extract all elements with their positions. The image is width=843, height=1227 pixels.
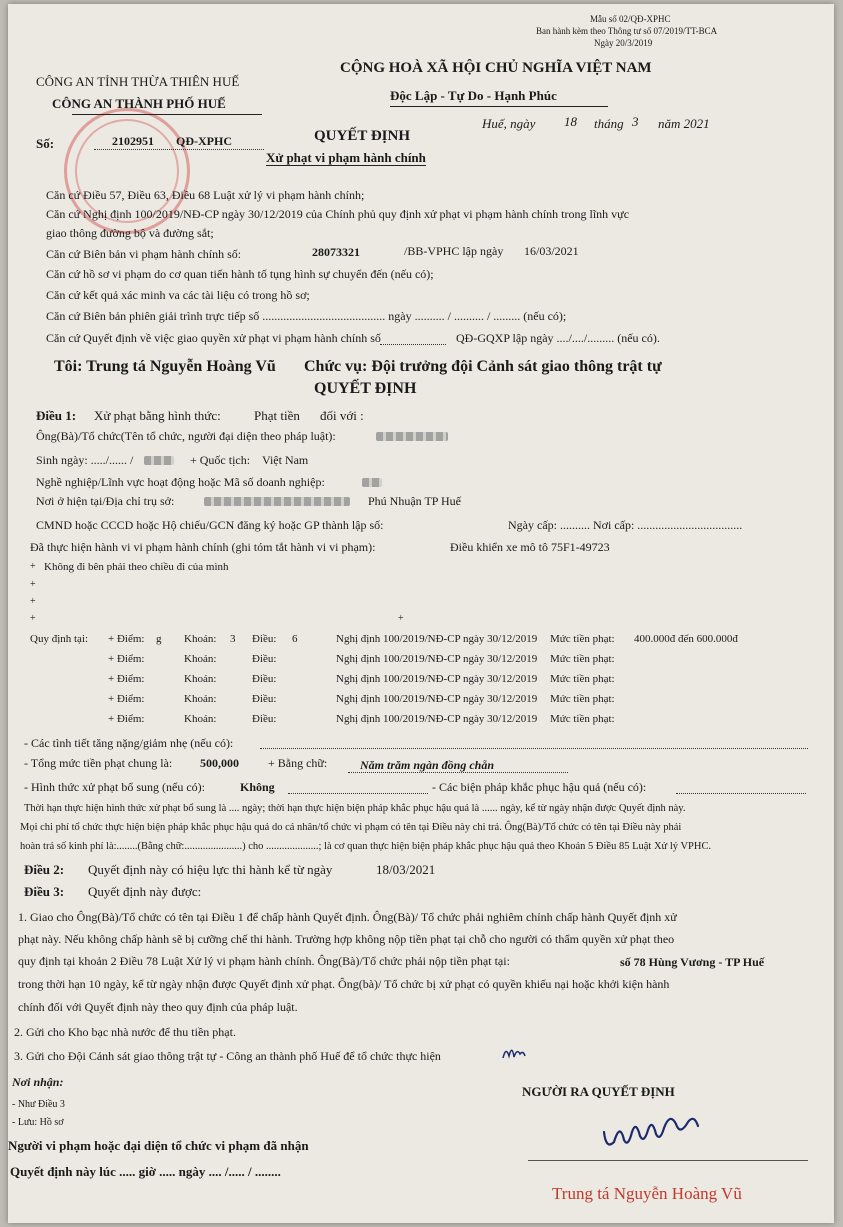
so-number: 2102951 [112, 134, 154, 148]
preamble-5: Căn cứ hồ sơ vi phạm do cơ quan tiến hành tố tụng hình sự chuyển đến (nếu có); [46, 267, 434, 281]
dieu2-text: Quyết định này có hiệu lực thi hành kể từ ngày [88, 862, 333, 877]
dieu3-p4: trong thời hạn 10 ngày, kể từ ngày nhận được Quyết định xử phạt. Ông(bà)/ Tổ chức bị xử phạt có quyền khiếu nại hoặc khởi kiện hành [18, 977, 670, 991]
regulation-khoan-row-5: Khoản: [184, 713, 217, 725]
so-dots [94, 149, 264, 150]
regulation-khoan-row-3: Khoản: [184, 673, 217, 685]
dieu1-phat: Phạt tiền [254, 408, 300, 423]
regulation-nd-row-4: Nghị định 100/2019/NĐ-CP ngày 30/12/2019 [336, 693, 538, 705]
date-day: 18 [564, 114, 577, 129]
recipient-2: - Lưu: Hồ sơ [12, 1117, 64, 1128]
recipients-label: Nơi nhận: [12, 1075, 64, 1089]
dieu3-p7: 3. Gửi cho Đội Cảnh sát giao thông trật tự - Công an thành phố Huế để tổ chức thực hiện [14, 1049, 441, 1063]
remedy-label: - Các biện pháp khắc phục hậu quả (nếu có): [432, 780, 647, 794]
initials-mark [500, 1042, 528, 1064]
note-3: hoàn trả số kinh phí là:........(Bằng chữ:......................) cho ....................; là cơ quan thực hiện biện pháp khắc phục hậu quả theo Khoản 5 Điều 85 Luật Xử lý VPHC. [20, 841, 712, 852]
decision-subtitle: Xử phạt vi phạm hành chính [266, 150, 426, 165]
regulation-muc-row-5: Mức tiền phạt: [550, 713, 615, 725]
redacted-address [204, 497, 350, 506]
additional-penalty-value: Không [240, 780, 275, 794]
decision-heading: QUYẾT ĐỊNH [314, 380, 417, 397]
preamble-7: Căn cứ Biên bản phiên giải trình trực tiếp số ......................................... ngày .......... / .......... / ......... (nếu có); [46, 309, 567, 323]
violation-vehicle: Điều khiển xe mô tô 75F1-49723 [450, 540, 610, 554]
regulation-muc-row-4: Mức tiền phạt: [550, 693, 615, 705]
giaoquyen-dots [380, 344, 446, 345]
bienban-suffix: /BB-VPHC lập ngày [404, 244, 504, 258]
redacted-occupation [362, 478, 382, 487]
issuer-name: Tôi: Trung tá Nguyễn Hoàng Vũ [54, 358, 276, 375]
regulation-nd-row-3: Nghị định 100/2019/NĐ-CP ngày 30/12/2019 [336, 673, 538, 685]
preamble-8: Căn cứ Quyết định về việc giao quyền xử phạt vi phạm hành chính số [46, 331, 381, 345]
preamble-4: Căn cứ Biên bản vi phạm hành chính số: [46, 247, 242, 261]
preamble-1: Căn cứ Điều 57, Điều 63, Điều 68 Luật xử lý vi phạm hành chính; [46, 188, 365, 202]
regulation-khoan-val-row-1: 3 [230, 633, 236, 645]
form-ref-line2: Ban hành kèm theo Thông tư số 07/2019/TT-BCA [536, 26, 718, 36]
dieu3-p6: 2. Gửi cho Kho bạc nhà nước để thu tiền phạt. [14, 1025, 236, 1039]
recipient-1: - Như Điều 3 [12, 1099, 65, 1110]
regulation-diem-row-3: + Điểm: [108, 673, 145, 685]
nationality-value: Việt Nam [262, 453, 309, 467]
regulation-diem-row-4: + Điểm: [108, 693, 145, 705]
redacted-birthyear [144, 456, 174, 465]
dieu3-p1: 1. Giao cho Ông(Bà)/Tổ chức có tên tại Điều 1 để chấp hành Quyết định. Ông(Bà)/ Tổ chức phải nghiêm chỉnh chấp hành Quyết định xử [18, 910, 677, 924]
regulation-dieu-val-row-1: 6 [292, 633, 298, 645]
id-issue-info: Ngày cấp: .......... Nơi cấp: ................................... [508, 518, 743, 532]
regulation-khoan-row-4: Khoản: [184, 693, 217, 705]
giaoquyen-text: QĐ-GQXP lập ngày ..../..../......... (nếu có). [456, 331, 660, 345]
place-date-label: Huế, ngày [482, 116, 536, 131]
issuer-position: Chức vụ: Đội trưởng đội Cảnh sát giao thông trật tự [304, 358, 662, 375]
violation-plus-4: + [30, 613, 36, 624]
dieu1-doivoi: đối với : [320, 408, 364, 423]
total-fine-value: 500,000 [200, 756, 239, 770]
regulation-diem-row-2: + Điểm: [108, 653, 145, 665]
regulation-nd-row-1: Nghị định 100/2019/NĐ-CP ngày 30/12/2019 [336, 633, 538, 645]
regulation-diem-val-row-1: g [156, 633, 162, 645]
regulation-dieu-row-5: Điều: [252, 713, 277, 725]
so-label: Số: [36, 136, 55, 151]
motto-underline [390, 106, 608, 107]
dieu1-label: Điều 1: [36, 408, 77, 423]
in-words-value: Năm trăm ngàn đồng chẵn [360, 758, 495, 772]
address-label: Nơi ở hiện tại/Địa chỉ trụ sở: [36, 494, 175, 508]
national-motto: Độc Lập - Tự Do - Hạnh Phúc [390, 88, 557, 103]
offender-label: Ông(Bà)/Tổ chức(Tên tổ chức, người đại diện theo pháp luật): [36, 429, 336, 443]
additional-dots [288, 793, 428, 794]
total-fine-label: - Tổng mức tiền phạt chung là: [24, 756, 173, 770]
agency-city: CÔNG AN THÀNH PHỐ HUẾ [52, 96, 226, 111]
regulation-muc-val-row-1: 400.000đ đến 600.000đ [634, 633, 738, 645]
dieu3-text: Quyết định này được: [88, 884, 202, 899]
occupation-label: Nghề nghiệp/Lĩnh vực hoạt động hoặc Mã số doanh nghiệp: [36, 475, 325, 489]
dieu2-date: 18/03/2021 [376, 862, 436, 877]
date-month: 3 [632, 114, 639, 129]
nationality-label: + Quốc tịch: [190, 453, 251, 467]
agency-underline [72, 114, 262, 115]
form-ref-line1: Mẫu số 02/QĐ-XPHC [590, 14, 671, 24]
preamble-3: giao thông đường bộ và đường sắt; [46, 226, 214, 240]
signer-name-stamp: Trung tá Nguyễn Hoàng Vũ [552, 1184, 742, 1203]
id-card-label: CMND hoặc CCCD hoặc Hộ chiếu/GCN đăng ký hoặc GP thành lập số: [36, 518, 384, 532]
regulation-dieu-row-4: Điều: [252, 693, 277, 705]
dieu3-label: Điều 3: [24, 884, 65, 899]
violation-item-1: Không đi bên phải theo chiều đi của mình [44, 561, 229, 573]
address-value: Phú Nhuận TP Huế [368, 494, 461, 508]
form-ref-line3: Ngày 20/3/2019 [594, 38, 653, 48]
dieu3-p2: phạt này. Nếu không chấp hành sẽ bị cưỡng chế thi hành. Trường hợp không nộp tiền phạt tại chỗ cho người có thẩm quyền xử phạt theo [18, 932, 675, 946]
bienban-date: 16/03/2021 [524, 244, 579, 258]
handwritten-signature [598, 1102, 708, 1154]
regulation-nd-row-2: Nghị định 100/2019/NĐ-CP ngày 30/12/2019 [336, 653, 538, 665]
issuer-signature-title: NGƯỜI RA QUYẾT ĐỊNH [522, 1084, 675, 1099]
bienban-number: 28073321 [312, 245, 360, 259]
nation-title: CỘNG HOÀ XÃ HỘI CHỦ NGHĨA VIỆT NAM [340, 60, 652, 76]
violation-plus-1: + [30, 561, 36, 572]
regulation-muc-row-3: Mức tiền phạt: [550, 673, 615, 685]
redacted-name [376, 432, 448, 441]
violation-label: Đã thực hiện hành vi vi phạm hành chính (ghi tóm tắt hành vi vi phạm): [30, 540, 376, 554]
in-words-dots [348, 772, 568, 773]
preamble-2: Căn cứ Nghị định 100/2019/NĐ-CP ngày 30/12/2019 của Chính phủ quy định xử phạt vi phạm hành chính trong lĩnh vực [46, 207, 630, 221]
note-2: Mọi chi phí tổ chức thực hiện biện pháp khắc phục hậu quả do cá nhân/tổ chức vi phạm có tên tại Điều này chi trả. Ông(Bà)/Tổ chức có tên tại Điều này phải [20, 822, 682, 833]
dieu2-label: Điều 2: [24, 862, 65, 877]
offender-receipt-label: Người vi phạm hoặc đại diện tổ chức vi phạm đã nhận [8, 1138, 309, 1153]
additional-penalty-label: - Hình thức xử phạt bổ sung (nếu có): [24, 780, 205, 794]
regulation-nd-row-5: Nghị định 100/2019/NĐ-CP ngày 30/12/2019 [336, 713, 538, 725]
remedy-dots [676, 793, 806, 794]
birthdate-label: Sinh ngày: ...../...... / [36, 453, 134, 467]
dieu3-p3: quy định tại khoản 2 Điều 78 Luật Xử lý vi phạm hành chính. Ông(Bà)/Tổ chức phải nộp tiền phạt tại: [18, 954, 510, 968]
document-page [8, 4, 834, 1223]
payment-place: số 78 Hùng Vương - TP Huế [620, 955, 765, 969]
circumstances-dots [260, 748, 808, 749]
regulation-dieu-row-1: Điều: [252, 633, 277, 645]
dieu1-text: Xử phạt bằng hình thức: [94, 408, 221, 423]
regulation-diem-row-5: + Điểm: [108, 713, 145, 725]
regulation-dieu-row-2: Điều: [252, 653, 277, 665]
regulation-label: Quy định tại: [30, 633, 89, 645]
preamble-6: Căn cứ kết quả xác minh va các tài liệu có trong hồ sơ; [46, 288, 310, 302]
note-1: Thời hạn thực hiện hình thức xử phạt bổ sung là .... ngày; thời hạn thực hiện biện pháp khắc phục hậu quả là ...... ngày, kể từ ngày nhận được Quyết định này. [24, 803, 686, 814]
month-label: tháng [594, 116, 624, 131]
regulation-khoan-row-1: Khoản: [184, 633, 217, 645]
circumstances-label: - Các tình tiết tăng nặng/giảm nhẹ (nếu có): [24, 736, 234, 750]
violation-plus-2: + [30, 579, 36, 590]
regulation-diem-row-1: + Điểm: [108, 633, 145, 645]
regulation-muc-row-1: Mức tiền phạt: [550, 633, 615, 645]
signature-line [528, 1160, 808, 1161]
so-suffix: QĐ-XPHC [176, 134, 232, 148]
in-words-label: + Bằng chữ: [268, 756, 328, 770]
violation-plus-3: + [30, 596, 36, 607]
agency-province: CÔNG AN TỈNH THỪA THIÊN HUẾ [36, 74, 240, 89]
regulation-khoan-row-2: Khoản: [184, 653, 217, 665]
regulation-dieu-row-3: Điều: [252, 673, 277, 685]
dieu3-p5: chính đối với Quyết định này theo quy định của pháp luật. [18, 1000, 298, 1014]
regulation-muc-row-2: Mức tiền phạt: [550, 653, 615, 665]
receipt-time: Quyết định này lúc ..... giờ ..... ngày .... /..... / ........ [10, 1164, 281, 1179]
date-year: năm 2021 [658, 116, 710, 131]
violation-plus-5: + [398, 613, 404, 624]
decision-title: QUYẾT ĐỊNH [314, 128, 410, 144]
